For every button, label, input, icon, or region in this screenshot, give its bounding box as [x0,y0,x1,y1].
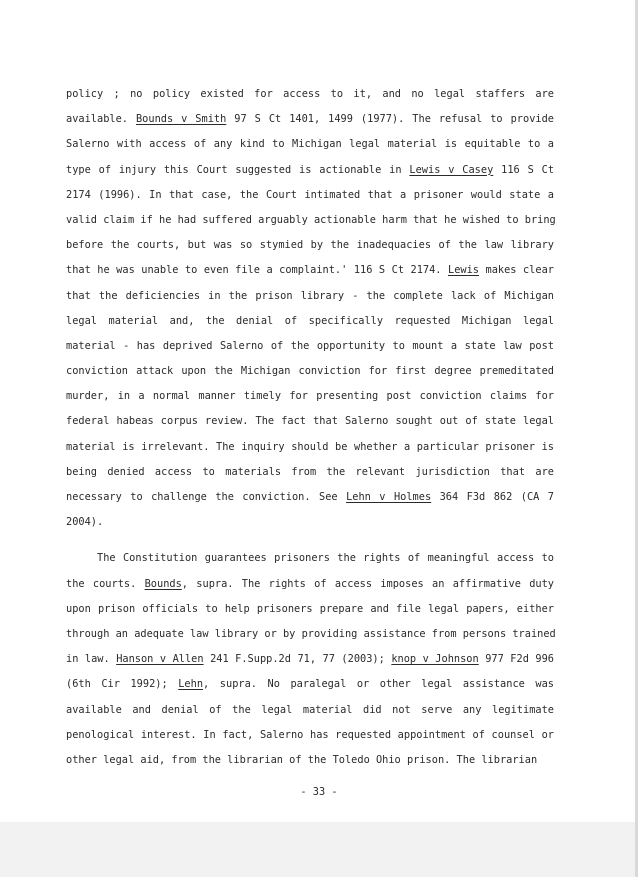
text-segment: policy ; no policy existed for access to it, and no legal staffers are [66,88,554,100]
text-segment: necessary to challenge the conviction. See [66,491,347,503]
text-line [66,510,554,535]
text-line [66,546,554,571]
text-segment: through an adequate law library or by providing assistance from persons trained [66,627,556,640]
text-segment: 2174 (1996). In that case, the Court intimated that a prisoner would state a [66,188,554,201]
text-segment: material - has deprived Salerno of the opportunity to mount a state law post [66,339,554,352]
text-line [66,622,554,647]
text-line [66,597,554,622]
text-segment: that he was unable to even file a complaint.' 116 S Ct 2174. [66,264,448,277]
text-segment: makes clear [479,264,554,277]
paragraph [66,546,554,773]
text-segment: , supra. No paralegal or other legal assistance was [203,678,554,691]
text-segment: 364 F3d 862 (CA 7 [431,491,554,503]
text-segment: valid claim if he had suffered arguably actionable harm that he wished to bring [66,213,556,226]
text-line [66,698,554,723]
text-segment: 116 S Ct [493,163,555,176]
paragraph [66,82,554,535]
text-line [66,723,554,748]
text-line [66,208,554,233]
text-segment: upon prison officials to help prisoners prepare and file legal papers, either [66,602,554,615]
text-line [66,158,554,183]
case-citation: Bounds v Smith [135,113,227,126]
case-citation: Hanson v Allen [116,653,204,666]
text-segment: available. [66,113,136,126]
text-line [66,107,554,132]
scan-bottom-margin [0,822,638,877]
body-text [66,82,554,773]
text-segment: 977 F2d 996 [478,653,554,666]
text-line [66,409,554,434]
text-line [66,572,554,597]
text-segment: federal habeas corpus review. The fact that Salerno sought out of state legal [66,415,554,428]
text-line [66,183,554,208]
text-segment: Salerno with access of any kind to Michigan legal material is equitable to a [66,138,554,151]
text-segment: conviction attack upon the Michigan conviction for first degree premeditated [66,365,554,378]
case-citation: knop v Johnson [391,653,479,666]
text-line [66,460,554,485]
text-segment: legal material and, the denial of specifically requested Michigan legal [66,314,554,327]
text-segment: 241 F.Supp.2d 71, 77 (2003); [203,653,392,666]
text-line [66,284,554,309]
text-segment: 2004). [66,516,104,529]
text-line [66,672,554,697]
case-citation: Lewis v Casey [409,163,494,176]
text-segment: available and denial of the legal material did not serve any legitimate [66,703,554,716]
text-line [66,334,554,359]
text-segment: The Constitution guarantees prisoners the rights of meaningful access to [97,552,554,565]
text-line [66,132,554,157]
text-segment: that the deficiencies in the prison library - the complete lack of Michigan [66,289,554,302]
text-line [66,359,554,384]
text-line [66,435,554,460]
case-citation: Lewis [448,264,479,277]
text-segment: the courts. [66,577,145,590]
text-segment: in law. [66,653,117,666]
text-segment: before the courts, but was so stymied by the inadequacies of the law library [66,239,554,252]
page-number: - 33 - [300,786,338,798]
text-line [66,233,554,258]
text-segment: other legal aid, from the librarian of the Toledo Ohio prison. The librarian [66,753,538,766]
text-line [66,647,554,672]
case-citation: Lehn v Holmes [346,491,432,503]
text-segment: penological interest. In fact, Salerno has requested appointment of counsel or [66,728,554,741]
text-line [66,485,554,510]
text-segment: type of injury this Court suggested is actionable in [66,163,410,176]
text-segment: , supra. The rights of access imposes an affirmative duty [181,577,554,590]
text-line [66,309,554,334]
text-line [66,258,554,283]
case-citation: Lehn [178,678,204,691]
text-segment: 97 S Ct 1401, 1499 (1977). The refusal to provide [226,113,554,126]
text-segment: murder, in a normal manner timely for presenting post conviction claims for [66,390,554,403]
text-segment: (6th Cir 1992); [66,678,179,691]
text-segment: being denied access to materials from the relevant jurisdiction that are [66,465,554,478]
paragraph-gap [66,535,554,546]
text-line [66,748,554,773]
case-citation: Bounds [144,577,182,590]
text-line [66,384,554,409]
text-segment: material is irrelevant. The inquiry should be whether a particular prisoner is [66,440,554,453]
text-line [66,82,554,107]
